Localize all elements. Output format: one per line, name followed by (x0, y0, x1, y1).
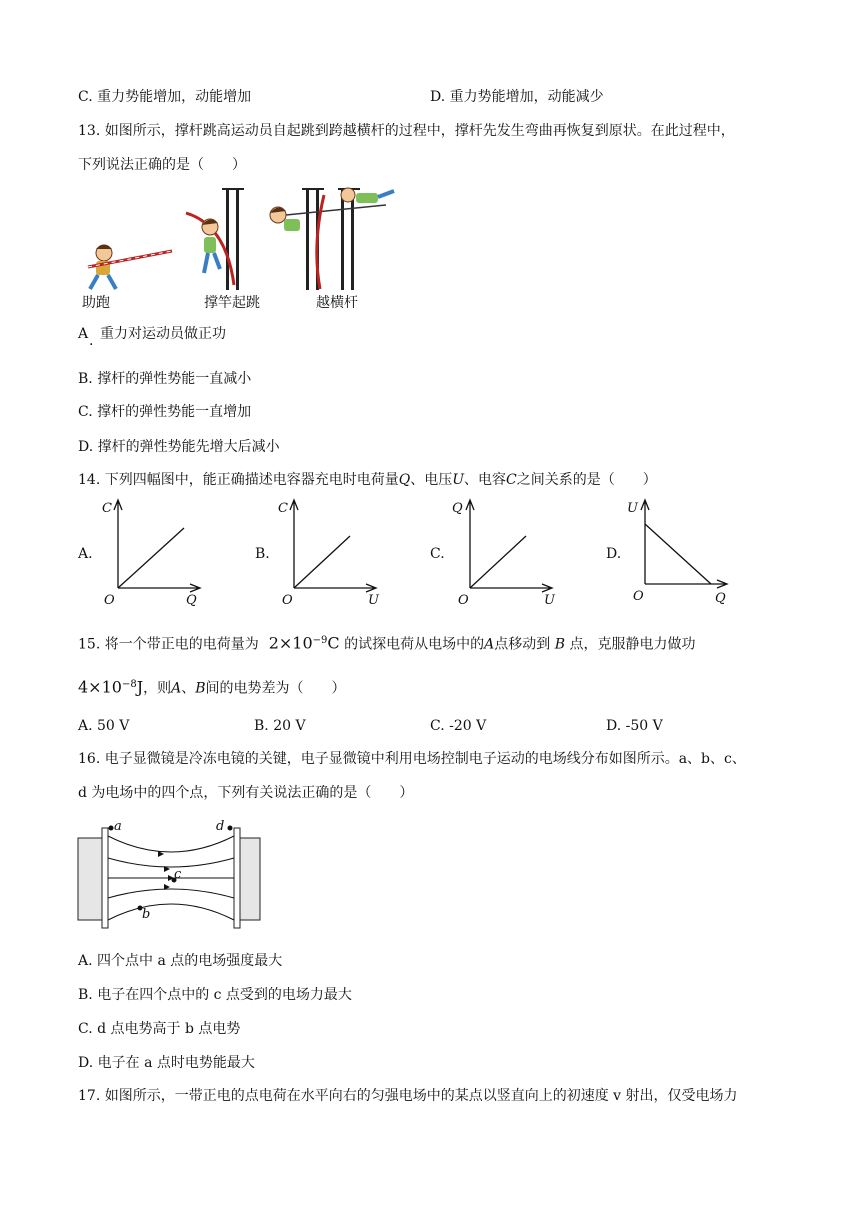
q14-graph-a-origin: O (104, 593, 115, 608)
q13-option-c: C. 撑杆的弹性势能一直增加 (78, 404, 252, 420)
electron-microscope-field-diagram (78, 818, 268, 928)
q14-graph-b-y-label: C (278, 501, 288, 516)
q14-graph-d (625, 496, 735, 606)
q15-stem-line1: 15. 将一个带正电的电荷量为 $2\times 10^{-9}C$ 的试探电荷从电场中的A点移动到 B 点，克服静电力做功 (78, 633, 696, 653)
q13-option-a-dot: · (89, 337, 94, 353)
clearing-bar-figure (270, 188, 394, 290)
q15-option-b: B. 20 V (254, 718, 306, 734)
q16-stem-line2: d 为电场中的四个点，下列有关说法正确的是（ ） (78, 785, 414, 801)
q15-option-c: C. -20 V (430, 718, 487, 734)
q14-stem: 14. 下列四幅图中，能正确描述电容器充电时电荷量Q、电压U、电容C之间关系的是（ ） (78, 472, 657, 488)
q15-stem-line2: $4\times 10^{-8}J$，则A、B间的电势差为（ ） (78, 677, 346, 697)
q16-option-c: C. d 点电势高于 b 点电势 (78, 1021, 241, 1037)
q15-option-d: D. -50 V (606, 718, 663, 734)
q14-graph-b-option: B. (255, 546, 270, 562)
caption-clear-bar: 越横杆 (316, 295, 358, 311)
q14-graph-c-origin: O (458, 593, 469, 608)
q14-graph-d-y-label: U (627, 501, 638, 516)
point-a-label: a (114, 819, 122, 834)
point-d-label: d (216, 819, 225, 834)
q16-option-d: D. 电子在 a 点时电势能最大 (78, 1055, 255, 1071)
q16-stem-line1: 16. 电子显微镜是冷冻电镜的关键，电子显微镜中利用电场控制电子运动的电场线分布如图所示。a、b、c、 (78, 751, 746, 767)
takeoff-figure (186, 189, 244, 290)
q13-option-a: 重力对运动员做正功 (100, 326, 226, 342)
q12-option-d: D. 重力势能增加，动能减少 (430, 89, 604, 105)
q14-graph-c (450, 496, 560, 606)
q14-graph-c-option: C. (430, 546, 445, 562)
q14-graph-a-x-label: Q (186, 593, 197, 608)
q13-option-d: D. 撑杆的弹性势能先增大后减小 (78, 439, 280, 455)
runner-figure (88, 245, 172, 289)
q16-option-b: B. 电子在四个点中的 c 点受到的电场力最大 (78, 987, 352, 1003)
q13-stem-line2: 下列说法正确的是（ ） (78, 157, 246, 173)
q14-graph-a-option: A. (78, 546, 93, 562)
caption-takeoff: 撑竿起跳 (204, 295, 260, 311)
q16-option-a: A. 四个点中 a 点的电场强度最大 (78, 953, 283, 969)
pole-vault-figure (76, 185, 396, 315)
q12-option-c: C. 重力势能增加，动能增加 (78, 89, 252, 105)
q14-graph-b (274, 496, 384, 606)
q14-graph-c-x-label: U (544, 593, 555, 608)
q14-graph-a (98, 496, 208, 606)
q13-option-b: B. 撑杆的弹性势能一直减小 (78, 371, 252, 387)
point-c-label: c (174, 867, 182, 882)
q14-graph-b-x-label: U (368, 593, 379, 608)
q14-graph-c-y-label: Q (452, 501, 463, 516)
q14-graph-d-origin: O (633, 589, 644, 604)
q17-stem-line1: 17. 如图所示，一带正电的点电荷在水平向右的匀强电场中的某点以竖直向上的初速度 v 射出，仅受电场力 (78, 1088, 738, 1104)
point-b-label: b (142, 907, 151, 922)
q13-stem-line1: 13. 如图所示，撑杆跳高运动员自起跳到跨越横杆的过程中，撑杆先发生弯曲再恢复到原状。在此过程中， (78, 123, 735, 139)
q14-graph-d-x-label: Q (715, 591, 726, 606)
q14-graph-d-option: D. (606, 546, 622, 562)
q13-option-a-letter: A (78, 326, 89, 342)
q15-option-a: A. 50 V (78, 718, 130, 734)
caption-run-up: 助跑 (82, 295, 110, 311)
q14-graph-b-origin: O (282, 593, 293, 608)
q14-graph-a-y-label: C (102, 501, 112, 516)
